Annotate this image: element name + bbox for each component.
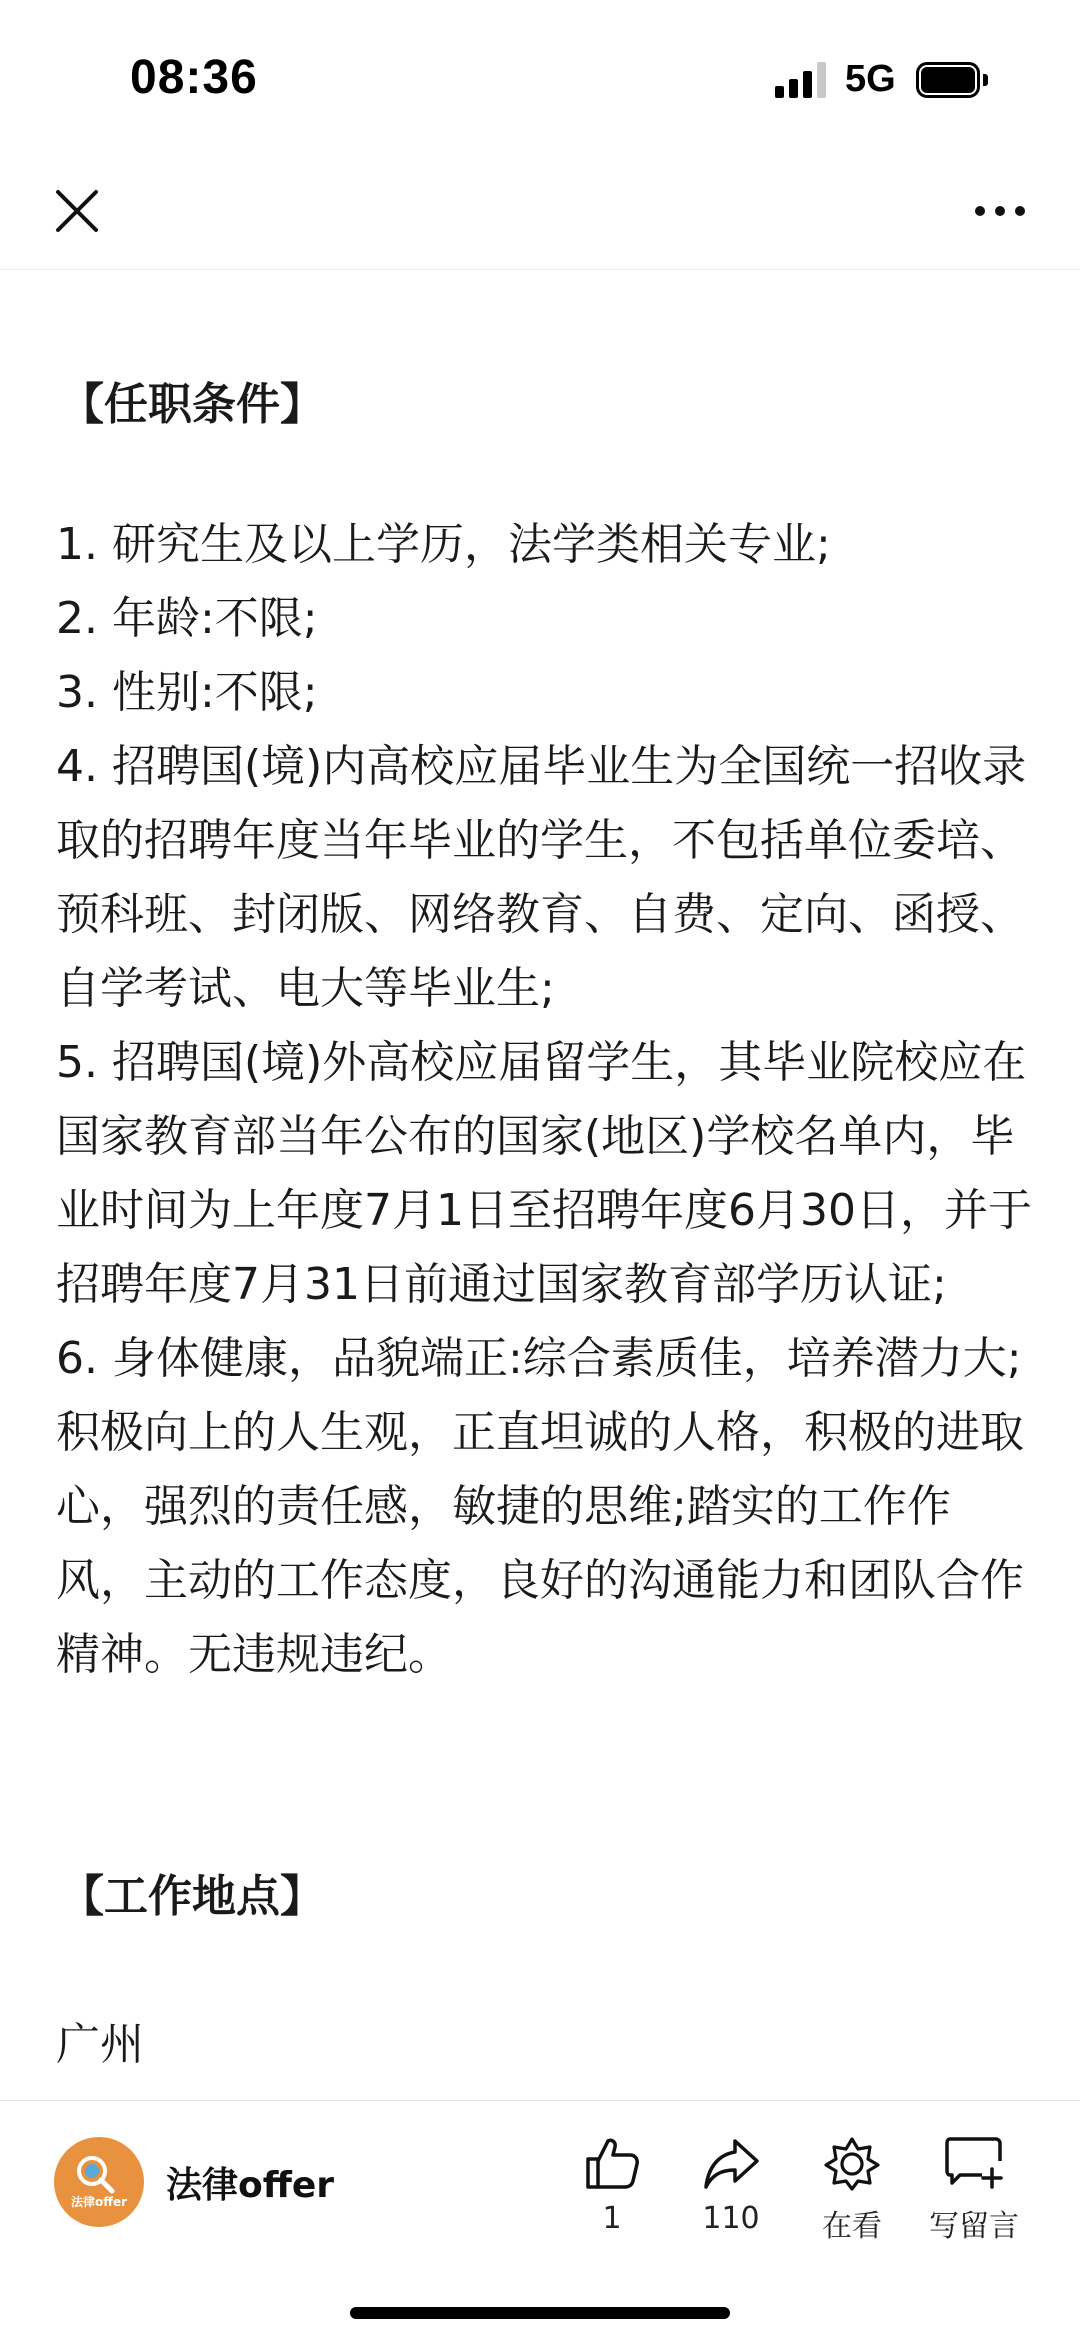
- requirement-item: 4. 招聘国(境)内高校应届毕业生为全国统一招收录取的招聘年度当年毕业的学生，不包括单位委培、预科班、封闭版、网络教育、自费、定向、函授、自学考试、电大等毕业生;: [56, 741, 1027, 1014]
- comment-add-icon: [944, 2135, 1004, 2191]
- status-bar: [0, 0, 1080, 150]
- more-button[interactable]: [970, 186, 1030, 236]
- bottom-bar: [0, 2100, 1080, 2341]
- requirement-item: 2. 年龄:不限;: [56, 593, 318, 644]
- thumbs-up-icon: [582, 2135, 642, 2191]
- wow-button[interactable]: [792, 2135, 912, 2245]
- comment-button[interactable]: [914, 2135, 1034, 2245]
- article-content: [56, 270, 1034, 2100]
- close-icon: [50, 184, 104, 238]
- comment-label: 写留言: [929, 2209, 1019, 2244]
- account-name[interactable]: 法律offer: [166, 2165, 335, 2206]
- requirement-item: 3. 性别:不限;: [56, 667, 318, 718]
- close-button[interactable]: [50, 184, 104, 238]
- share-count: 110: [702, 2201, 760, 2236]
- network-type: 5G: [845, 58, 896, 100]
- requirements-list: [56, 508, 1034, 1692]
- location-heading: 【工作地点】: [60, 1871, 324, 1922]
- like-count: 1: [602, 2201, 622, 2236]
- requirement-item: 1. 研究生及以上学历，法学类相关专业;: [56, 519, 831, 570]
- wow-label: 在看: [822, 2209, 882, 2244]
- account-avatar[interactable]: [54, 2137, 144, 2227]
- requirement-item: 6. 身体健康，品貌端正:综合素质佳，培养潜力大;积极向上的人生观，正直坦诚的人格，积极的进取心，强烈的责任感，敏捷的思维;踏实的工作作风，主动的工作态度，良好的沟通能力和团队合作精神。无违规违纪。: [56, 1333, 1024, 1680]
- signal-icon: [775, 62, 827, 98]
- magnifier-logo-icon: [54, 2137, 144, 2227]
- status-time: 08:36: [130, 51, 258, 104]
- share-icon: [701, 2135, 761, 2191]
- requirement-item: 5. 招聘国(境)外高校应届留学生，其毕业院校应在国家教育部当年公布的国家(地区)学校名单内，毕业时间为上年度7月1日至招聘年度6月30日，并于招聘年度7月31日前通过国家教育部学历认证;: [56, 1037, 1032, 1310]
- battery-icon: [916, 62, 988, 98]
- more-icon: [970, 186, 1030, 236]
- nav-bar: [0, 150, 1080, 270]
- share-button[interactable]: [671, 2135, 791, 2245]
- like-button[interactable]: [552, 2135, 672, 2245]
- wow-icon: [822, 2135, 882, 2191]
- location-text: 广州: [56, 2019, 144, 2070]
- requirements-heading: 【任职条件】: [60, 379, 324, 430]
- home-indicator[interactable]: [350, 2307, 730, 2319]
- avatar-text: 法律offer: [70, 2195, 128, 2209]
